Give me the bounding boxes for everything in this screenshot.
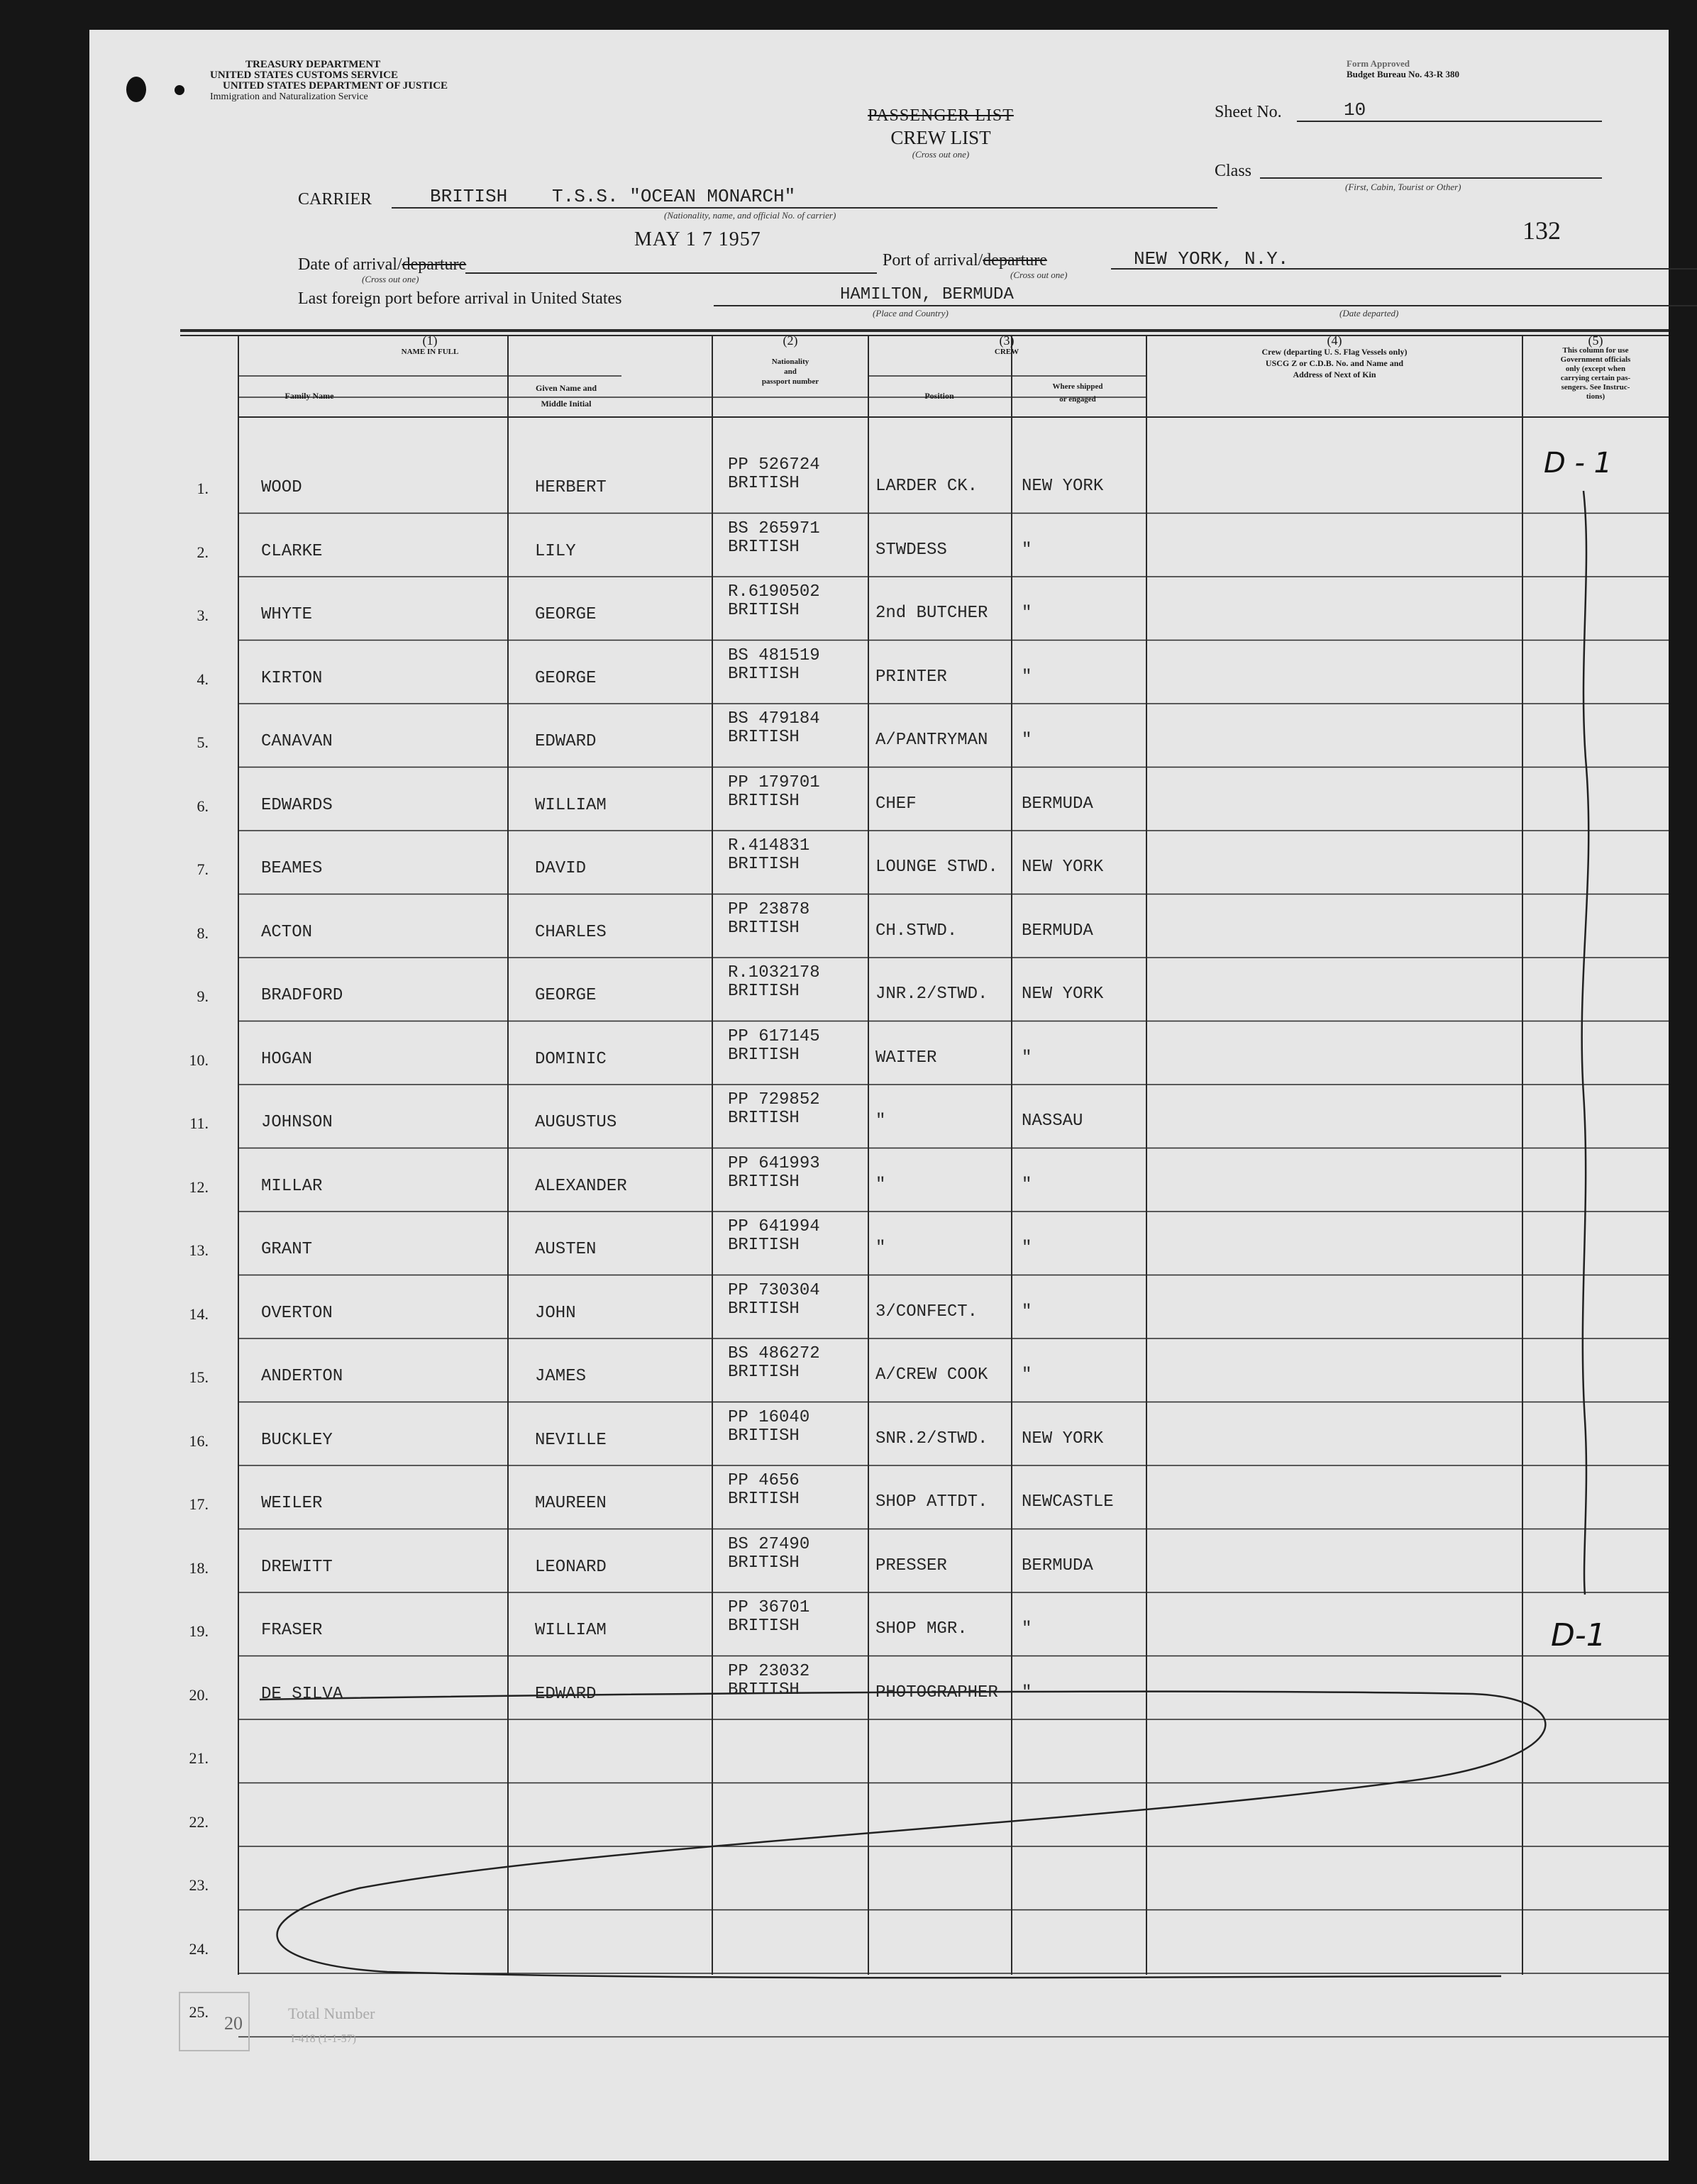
col5-number: (5)	[1588, 335, 1603, 348]
shipped-at: "	[1022, 1238, 1032, 1258]
shipped-at: "	[1022, 1365, 1032, 1385]
passport-number: PP 729852	[728, 1090, 820, 1109]
crew-position: A/PANTRYMAN	[875, 731, 988, 750]
given-name: ALEXANDER	[535, 1176, 627, 1196]
form-approved-line: Form Approved	[1347, 58, 1410, 69]
nationality: BRITISH	[728, 918, 800, 938]
date-label-struck: departure	[402, 255, 467, 274]
family-name: HOGAN	[261, 1049, 313, 1069]
nationality: BRITISH	[728, 474, 800, 493]
col1-family-header: Family Name	[284, 391, 334, 401]
given-name: LILY	[535, 541, 576, 561]
crew-position: 2nd BUTCHER	[875, 604, 988, 623]
nationality: BRITISH	[728, 1490, 800, 1509]
nationality: BRITISH	[728, 1172, 800, 1192]
port-label-text: Port of arrival/	[883, 251, 983, 270]
shipped-at: NEW YORK	[1022, 477, 1104, 496]
passport-number: R.414831	[728, 836, 810, 855]
family-name: GRANT	[261, 1240, 313, 1259]
date-caption: (Cross out one)	[362, 274, 419, 284]
passport-number: PP 23032	[728, 1661, 810, 1681]
last-port-label: Last foreign port before arrival in United States	[298, 289, 622, 308]
passport-number: R.6190502	[728, 582, 820, 602]
nationality: BRITISH	[728, 537, 800, 557]
family-name: FRASER	[261, 1621, 323, 1640]
family-name: OVERTON	[261, 1303, 333, 1323]
family-name: WOOD	[261, 478, 302, 497]
shipped-at: "	[1022, 667, 1032, 687]
title-main: CREW LIST	[890, 127, 991, 148]
given-name: GEORGE	[535, 668, 597, 688]
col5-line: This column for use	[1562, 346, 1629, 355]
col4-line: USCG Z or C.D.B. No. and Name and	[1265, 358, 1404, 368]
nationality: BRITISH	[728, 1680, 800, 1700]
shipped-at: BERMUDA	[1022, 1556, 1093, 1575]
row-number: 11.	[189, 1114, 209, 1132]
crew-position: A/CREW COOK	[875, 1365, 988, 1385]
crew-position: CHEF	[875, 794, 917, 814]
row-number: 24.	[189, 1939, 209, 1958]
class-caption: (First, Cabin, Tourist or Other)	[1345, 182, 1461, 192]
passport-number: PP 23878	[728, 899, 810, 919]
given-name: LEONARD	[535, 1557, 607, 1577]
handwritten-mark-top: D - 1	[1544, 447, 1613, 480]
given-name: EDWARD	[535, 732, 597, 751]
carrier-label: CARRIER	[298, 190, 372, 209]
family-name: CANAVAN	[261, 732, 333, 751]
carrier-caption: (Nationality, name, and official No. of carrier)	[664, 210, 836, 221]
shipped-at: "	[1022, 1302, 1032, 1321]
row-number: 1.	[197, 480, 209, 497]
row-number: 7.	[197, 860, 209, 878]
shipped-at: BERMUDA	[1022, 921, 1093, 941]
col3-where-line: or engaged	[1059, 395, 1096, 404]
given-name: JAMES	[535, 1367, 587, 1386]
total-count: 20	[224, 2013, 243, 2034]
row-number: 17.	[189, 1495, 209, 1513]
sheet-label: Sheet No.	[1215, 103, 1282, 121]
given-name: WILLIAM	[535, 795, 607, 815]
crew-position: PRINTER	[875, 667, 947, 687]
crew-position: JNR.2/STWD.	[875, 985, 988, 1004]
cancel-loop	[260, 1692, 1545, 1978]
port-caption: (Cross out one)	[1010, 270, 1068, 280]
col5-line: tions)	[1586, 392, 1605, 401]
page-number: 132	[1522, 216, 1561, 245]
port-label-struck: departure	[983, 251, 1047, 270]
class-label: Class	[1215, 162, 1252, 180]
shipped-at: "	[1022, 1683, 1032, 1702]
passport-number: PP 16040	[728, 1407, 810, 1427]
nationality: BRITISH	[728, 1426, 800, 1446]
col4-line: Crew (departing U. S. Flag Vessels only)	[1261, 347, 1408, 357]
nationality: BRITISH	[728, 601, 800, 620]
col1-title: NAME IN FULL	[401, 348, 459, 356]
passport-number: R.1032178	[728, 963, 820, 982]
family-name: CLARKE	[261, 541, 323, 561]
nationality: BRITISH	[728, 1617, 800, 1636]
agency-line: Immigration and Naturalization Service	[210, 92, 368, 102]
date-label-text: Date of arrival/	[298, 255, 402, 274]
shipped-at: "	[1022, 604, 1032, 623]
col2-line: and	[784, 367, 797, 376]
passport-number: BS 265971	[728, 519, 820, 538]
title-struck: PASSENGER LIST	[868, 106, 1014, 125]
col4-line: Address of Next of Kin	[1293, 370, 1376, 379]
last-port-date-caption: (Date departed)	[1339, 308, 1399, 318]
row-number: 15.	[189, 1368, 209, 1386]
passport-number: BS 27490	[728, 1534, 810, 1554]
family-name: ANDERTON	[261, 1367, 343, 1386]
row-number: 14.	[189, 1304, 209, 1323]
row-number: 20.	[189, 1685, 209, 1704]
shipped-at: "	[1022, 1175, 1032, 1194]
carrier-name: T.S.S. "OCEAN MONARCH"	[552, 186, 796, 207]
passport-number: PP 526724	[728, 455, 820, 475]
col5-line: Government officials	[1560, 355, 1631, 364]
row-number: 21.	[189, 1749, 209, 1767]
passport-number: PP 179701	[728, 772, 820, 792]
col2-line: Nationality	[771, 357, 809, 366]
given-name: EDWARD	[535, 1684, 597, 1704]
row-number: 25.	[189, 2003, 209, 2021]
crew-position: "	[875, 1175, 886, 1194]
nationality: BRITISH	[728, 1236, 800, 1255]
given-name: AUGUSTUS	[535, 1113, 617, 1132]
family-name: DE SILVA	[261, 1684, 343, 1704]
port-value: NEW YORK, N.Y.	[1134, 248, 1289, 270]
row-number: 22.	[189, 1812, 209, 1831]
crew-position: PHOTOGRAPHER	[875, 1683, 998, 1702]
family-name: MILLAR	[261, 1176, 323, 1196]
row-number: 5.	[197, 733, 209, 751]
col1-number: (1)	[422, 333, 438, 348]
handwritten-strokes	[89, 30, 1669, 2161]
agency-line: TREASURY DEPARTMENT	[245, 59, 381, 70]
shipped-at: NEWCASTLE	[1022, 1492, 1114, 1512]
crew-position: "	[875, 1112, 886, 1131]
given-name: DOMINIC	[535, 1049, 607, 1069]
crew-position: SNR.2/STWD.	[875, 1429, 988, 1448]
sheet-value: 10	[1344, 99, 1366, 121]
shipped-at: "	[1022, 1619, 1032, 1639]
nationality: BRITISH	[728, 982, 800, 1001]
nationality: BRITISH	[728, 1553, 800, 1573]
crew-position: CH.STWD.	[875, 921, 958, 941]
handwritten-mark-bottom: D-1	[1551, 1617, 1606, 1653]
given-name: GEORGE	[535, 986, 597, 1005]
passport-number: PP 617145	[728, 1026, 820, 1046]
row-number: 13.	[189, 1241, 209, 1259]
given-name: MAUREEN	[535, 1494, 607, 1513]
family-name: BRADFORD	[261, 986, 343, 1005]
carrier-nationality: BRITISH	[430, 186, 508, 207]
col3-title: CREW	[994, 348, 1019, 356]
nationality: BRITISH	[728, 1109, 800, 1128]
col5-line: carrying certain pas-	[1560, 374, 1631, 382]
shipped-at: NEW YORK	[1022, 985, 1104, 1004]
shipped-at: "	[1022, 731, 1032, 750]
row-number: 16.	[189, 1431, 209, 1450]
nationality: BRITISH	[728, 728, 800, 747]
family-name: KIRTON	[261, 668, 323, 688]
col5-line: sengers. See Instruc-	[1561, 383, 1630, 392]
shipped-at: "	[1022, 1048, 1032, 1068]
form-number: I-418 (1-1-57)	[291, 2033, 356, 2045]
passport-number: PP 730304	[728, 1280, 820, 1300]
passport-number: BS 486272	[728, 1344, 820, 1363]
arrival-date-stamp: MAY 1 7 1957	[634, 228, 761, 250]
col2-line: passport number	[761, 377, 819, 386]
col5-line: only (except when	[1565, 365, 1626, 373]
row-number: 4.	[197, 670, 209, 688]
col1-given-line: Middle Initial	[541, 399, 592, 409]
family-name: WEILER	[261, 1494, 323, 1513]
family-name: ACTON	[261, 922, 313, 942]
title-caption: (Cross out one)	[912, 149, 970, 160]
family-name: JOHNSON	[261, 1113, 333, 1132]
family-name: EDWARDS	[261, 795, 333, 815]
col2-number: (2)	[783, 333, 798, 348]
passport-number: PP 4656	[728, 1471, 800, 1490]
vertical-squiggle	[1582, 491, 1589, 1595]
crew-position: PRESSER	[875, 1556, 947, 1575]
family-name: BUCKLEY	[261, 1430, 333, 1450]
nationality: BRITISH	[728, 1363, 800, 1382]
shipped-at: NEW YORK	[1022, 858, 1104, 877]
given-name: GEORGE	[535, 605, 597, 624]
row-number: 8.	[197, 924, 209, 942]
row-number: 18.	[189, 1558, 209, 1577]
shipped-at: NASSAU	[1022, 1112, 1083, 1131]
col3-number: (3)	[999, 333, 1015, 348]
row-number: 2.	[197, 543, 209, 561]
nationality: BRITISH	[728, 855, 800, 874]
passport-number: BS 481519	[728, 645, 820, 665]
last-port-place-caption: (Place and Country)	[873, 308, 949, 318]
shipped-at: "	[1022, 540, 1032, 560]
crew-position: 3/CONFECT.	[875, 1302, 978, 1321]
crew-position: LOUNGE STWD.	[875, 858, 998, 877]
given-name: CHARLES	[535, 922, 607, 942]
crew-position: "	[875, 1238, 886, 1258]
col1-given-line: Given Name and	[535, 383, 597, 393]
col3-position-header: Position	[924, 391, 954, 401]
row-number: 3.	[197, 606, 209, 624]
family-name: BEAMES	[261, 859, 323, 878]
given-name: AUSTEN	[535, 1240, 597, 1259]
row-number: 23.	[189, 1876, 209, 1894]
given-name: WILLIAM	[535, 1621, 607, 1640]
crew-position: SHOP ATTDT.	[875, 1492, 988, 1512]
row-number: 19.	[189, 1622, 209, 1640]
row-number: 9.	[197, 987, 209, 1005]
row-number: 6.	[197, 797, 209, 815]
crew-position: SHOP MGR.	[875, 1619, 968, 1639]
nationality: BRITISH	[728, 664, 800, 684]
col4-number: (4)	[1327, 333, 1342, 348]
passport-number: PP 641993	[728, 1153, 820, 1173]
crew-position: WAITER	[875, 1048, 937, 1068]
family-name: WHYTE	[261, 605, 313, 624]
family-name: DREWITT	[261, 1557, 333, 1577]
row-number: 12.	[189, 1177, 209, 1196]
col3-where-line: Where shipped	[1052, 382, 1103, 391]
given-name: JOHN	[535, 1303, 576, 1323]
row-number: 10.	[189, 1051, 209, 1069]
nationality: BRITISH	[728, 791, 800, 811]
passport-number: BS 479184	[728, 709, 820, 728]
crew-position: STWDESS	[875, 540, 947, 560]
shipped-at: NEW YORK	[1022, 1429, 1104, 1448]
crew-position: LARDER CK.	[875, 477, 978, 496]
form-approved-line: Budget Bureau No. 43-R 380	[1347, 69, 1460, 79]
passport-number: PP 36701	[728, 1598, 810, 1617]
passport-number: PP 641994	[728, 1217, 820, 1236]
agency-line: UNITED STATES CUSTOMS SERVICE	[210, 70, 398, 81]
given-name: DAVID	[535, 859, 587, 878]
last-port-value: HAMILTON, BERMUDA	[840, 285, 1014, 304]
nationality: BRITISH	[728, 1045, 800, 1065]
crew-list-document	[89, 30, 1669, 2161]
shipped-at: BERMUDA	[1022, 794, 1093, 814]
given-name: NEVILLE	[535, 1430, 607, 1450]
total-label: Total Number	[288, 2005, 375, 2022]
agency-line: UNITED STATES DEPARTMENT OF JUSTICE	[223, 80, 448, 92]
nationality: BRITISH	[728, 1299, 800, 1319]
given-name: HERBERT	[535, 478, 607, 497]
